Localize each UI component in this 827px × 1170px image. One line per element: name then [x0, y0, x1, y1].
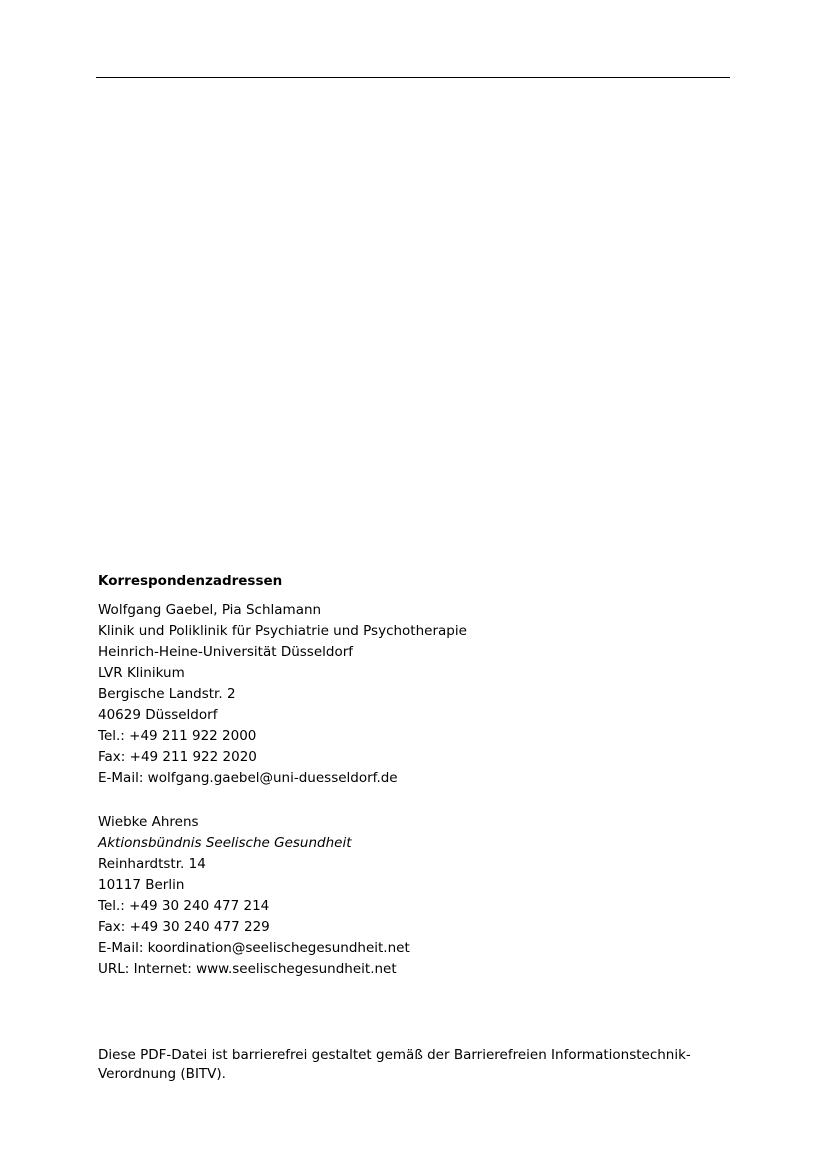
- contact-clinic: Klinik und Poliklinik für Psychiatrie und Psychotherapie: [98, 623, 467, 639]
- contact-tel: Tel.: +49 30 240 477 214: [98, 898, 270, 914]
- contact-university: Heinrich-Heine-Universität Düsseldorf: [98, 644, 354, 660]
- contact-organization: Aktionsbündnis Seelische Gesundheit: [98, 835, 352, 851]
- contact-city: 10117 Berlin: [98, 877, 185, 893]
- contact-address-ahrens: [98, 812, 410, 980]
- header-rule: [96, 77, 730, 78]
- contact-address-gaebel: [98, 600, 467, 789]
- contact-name: Wiebke Ahrens: [98, 814, 199, 830]
- contact-url: URL: Internet: www.seelischegesundheit.net: [98, 961, 397, 977]
- contact-street: Reinhardtstr. 14: [98, 856, 206, 872]
- contact-tel: Tel.: +49 211 922 2000: [98, 728, 257, 744]
- contact-names: Wolfgang Gaebel, Pia Schlamann: [98, 602, 322, 618]
- contact-email: E-Mail: wolfgang.gaebel@uni-duesseldorf.de: [98, 770, 398, 786]
- contact-city: 40629 Düsseldorf: [98, 707, 218, 723]
- section-heading: Korrespondenzadressen: [98, 573, 283, 589]
- contact-fax: Fax: +49 211 922 2020: [98, 749, 257, 765]
- contact-institution: LVR Klinikum: [98, 665, 185, 681]
- contact-street: Bergische Landstr. 2: [98, 686, 236, 702]
- accessibility-note: Diese PDF-Datei ist barrierefrei gestaltet gemäß der Barrierefreien Informationstechnik-Verordnung (BITV).: [98, 1047, 691, 1082]
- contact-email: E-Mail: koordination@seelischegesundheit.net: [98, 940, 410, 956]
- contact-fax: Fax: +49 30 240 477 229: [98, 919, 270, 935]
